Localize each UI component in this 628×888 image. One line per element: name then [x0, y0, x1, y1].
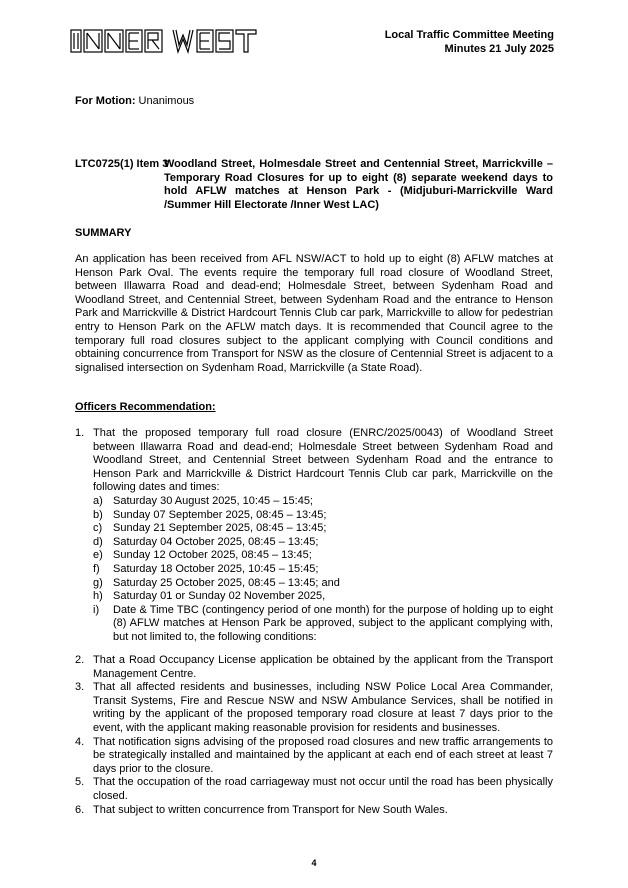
- sub-list-item: [93, 590, 553, 604]
- sub-list: [93, 495, 553, 645]
- sub-item-letter: d): [93, 535, 103, 548]
- sub-list-item: [93, 522, 553, 536]
- sub-list-item: [93, 577, 553, 591]
- sub-list-item: [93, 563, 553, 577]
- list-item-number: 6.: [75, 803, 85, 816]
- item-title: Woodland Street, Holmesdale Street and Centennial Street, Marrickville – Temporary Road Closures for up to eight (8) separate weekend days to hold AFLW matches at Henson Park - (Midjuburi-Marrickville Ward /Summer Hill Electorate /Inner West LAC): [164, 158, 553, 211]
- motion-line: [75, 95, 194, 107]
- list-item-number: 4.: [75, 735, 85, 748]
- sub-item-text: Sunday 21 September 2025, 08:45 – 13:45;: [113, 522, 327, 535]
- sub-item-text: Sunday 12 October 2025, 08:45 – 13:45;: [113, 549, 312, 562]
- page-number: 4: [311, 858, 317, 868]
- sub-item-text: Saturday 30 August 2025, 10:45 – 15:45;: [113, 494, 313, 507]
- sub-item-text: Saturday 25 October 2025, 08:45 – 13:45; and: [113, 576, 340, 589]
- list-item: [75, 776, 553, 803]
- sub-list-item: [93, 549, 553, 563]
- meeting-date: Minutes 21 July 2025: [444, 43, 554, 55]
- list-item: [75, 736, 553, 777]
- list-item-text: That all affected residents and businesses, including NSW Police Local Area Commander, Transit Systems, Fire and Rescue NSW and NSW Ambulance Services, shall be notified in writing by the applicant of the proposed temporary road closure at least 7 days prior to the event, with the applicant making reasonable provision for residents and businesses.: [93, 681, 553, 734]
- sub-item-letter: f): [93, 562, 100, 575]
- sub-item-letter: e): [93, 549, 103, 562]
- list-item-text: That notification signs advising of the proposed road closures and new traffic arrangements to be strategically installed and maintained by the applicant at each end of each street at least 7 days prior to the closure.: [93, 735, 553, 775]
- list-item: [75, 681, 553, 735]
- item-heading: [75, 158, 553, 212]
- recommendation-heading: Officers Recommendation:: [75, 401, 216, 413]
- sub-list-item: [93, 536, 553, 550]
- sub-item-text: Saturday 01 or Sunday 02 November 2025,: [113, 590, 326, 603]
- sub-item-text: Saturday 18 October 2025, 10:45 – 15:45;: [113, 562, 319, 575]
- summary-paragraph: An application has been received from AFL NSW/ACT to hold up to eight (8) AFLW matches at Henson Park Oval. The events require the temporary full road closure of Woodland Street, between Illawarra Road and dead-end; Holmesdale Street, between Sydenham Road and Woodland Street, and Centennial Street, between Sydenham Road and the entrance to Henson Park and Marrickville & District Hardcourt Tennis Club car park, Marrickville to allow for pedestrian entry to Henson Park on the AFLW match days. It is recommended that Council agree to the temporary full road closures subject to the applicant complying with Council conditions and obtaining concurrence from Transport for NSW as the closure of Centennial Street is adjacent to a signalised intersection on Sydenham Road, Marrickville (a State Road).: [75, 253, 553, 374]
- sub-item-text: Sunday 07 September 2025, 08:45 – 13:45;: [113, 508, 327, 521]
- meeting-header: [385, 28, 554, 56]
- list-item-number: 3.: [75, 681, 85, 694]
- sub-list-item: [93, 495, 553, 509]
- list-item-number: 5.: [75, 776, 85, 789]
- sub-item-letter: c): [93, 522, 103, 535]
- motion-value: Unanimous: [138, 95, 195, 107]
- recommendation-list-continued: [75, 654, 553, 817]
- list-item-number: 2.: [75, 654, 85, 666]
- list-item-text: That subject to written concurrence from Transport for New South Wales.: [93, 803, 448, 816]
- sub-item-text: Saturday 04 October 2025, 08:45 – 13:45;: [113, 535, 319, 548]
- list-item-text: That a Road Occupancy License application be obtained by the applicant from the Transport Management Centre.: [93, 654, 553, 680]
- meeting-title: Local Traffic Committee Meeting: [384, 29, 554, 41]
- motion-label: For Motion:: [75, 95, 136, 107]
- summary-heading: SUMMARY: [75, 227, 132, 239]
- sub-item-letter: a): [93, 494, 103, 507]
- list-item: [75, 427, 553, 645]
- sub-item-letter: b): [93, 508, 103, 521]
- inner-west-logo: [70, 27, 270, 55]
- list-item: [75, 804, 553, 818]
- sub-item-letter: h): [93, 590, 103, 603]
- sub-list-item: [93, 509, 553, 523]
- recommendation-list: [75, 427, 553, 645]
- list-item: [75, 654, 553, 681]
- sub-list-item: [93, 604, 553, 645]
- item-code: LTC0725(1) Item 3: [75, 158, 169, 170]
- sub-item-letter: g): [93, 576, 103, 589]
- sub-item-text: Date & Time TBC (contingency period of one month) for the purpose of holding up to eight (8) AFLW matches at Henson Park be approved, subject to the applicant complying with, but not limited to, the following conditions:: [113, 603, 553, 643]
- list-item-text: That the occupation of the road carriageway must not occur until the road has been physically closed.: [93, 776, 553, 802]
- list-item-text: That the proposed temporary full road closure (ENRC/2025/0043) of Woodland Street between Illawarra Road and dead-end; Holmesdale Street between Sydenham Road and Woodland Street, and Centennial Street between Sydenham Road and the entrance to Henson Park and Marrickville & District Hardcourt Tennis Club car park, Marrickville on the following dates and times:: [93, 427, 553, 494]
- sub-item-letter: i): [93, 603, 100, 616]
- list-item-number: 1.: [75, 427, 85, 439]
